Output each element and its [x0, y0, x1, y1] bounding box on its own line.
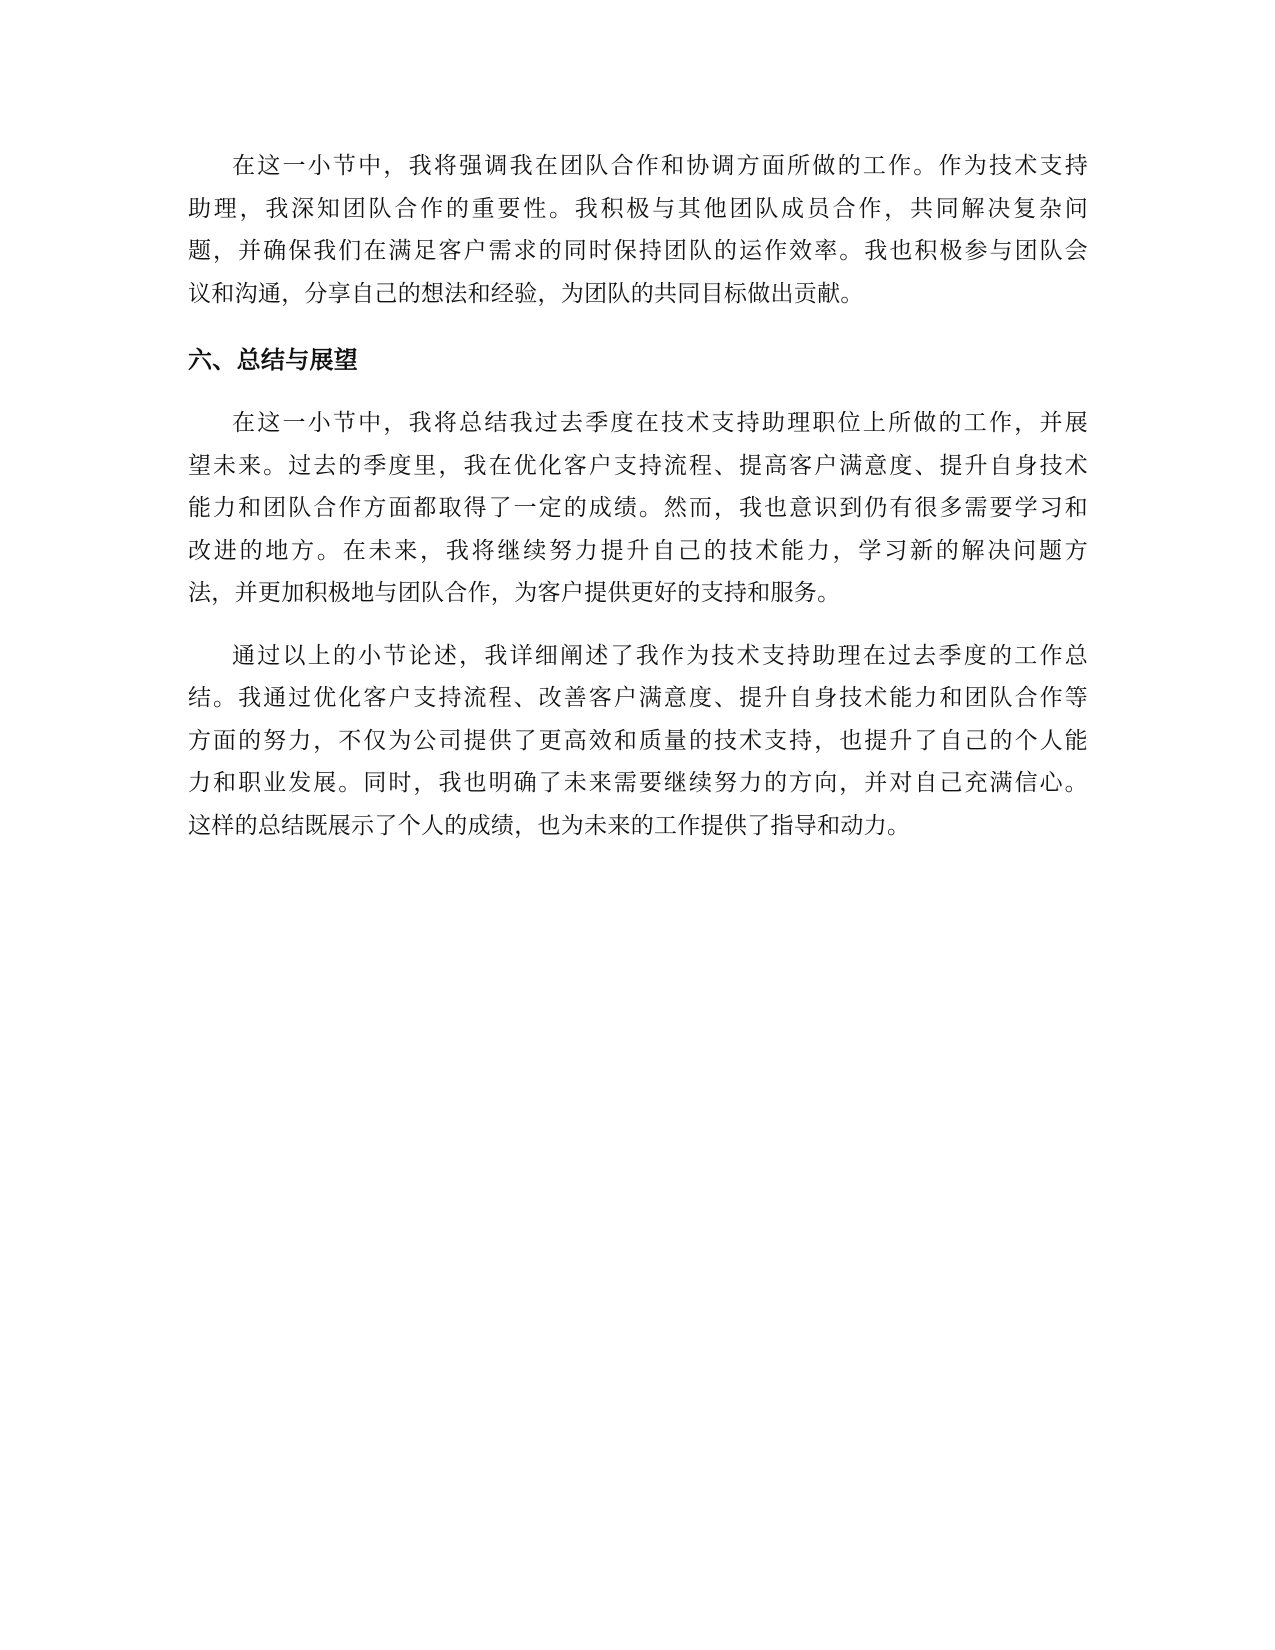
section-heading-summary-outlook: 六、总结与展望 [188, 346, 359, 374]
paragraph-teamwork [188, 145, 1088, 315]
paragraph-line: 改进的地方。在未来，我将继续努力提升自己的技术能力，学习新的解决问题方 [188, 537, 1088, 564]
paragraph-line: 在这一小节中，我将强调我在团队合作和协调方面所做的工作。作为技术支持 [232, 153, 1088, 179]
paragraph-line: 能力和团队合作方面都取得了一定的成绩。然而，我也意识到仍有很多需要学习和 [188, 495, 1088, 521]
document-page [188, 145, 1088, 847]
paragraph-line: 助理，我深知团队合作的重要性。我积极与其他团队成员合作，共同解决复杂问 [188, 195, 1088, 222]
paragraph-line: 望未来。过去的季度里，我在优化客户支持流程、提高客户满意度、提升自身技术 [188, 452, 1088, 479]
paragraph-line: 议和沟通，分享自己的想法和经验，为团队的共同目标做出贡献。 [188, 280, 864, 307]
paragraph-line: 这样的总结既展示了个人的成绩，也为未来的工作提供了指导和动力。 [188, 812, 911, 839]
paragraph-summary [188, 402, 1088, 615]
paragraph-conclusion [188, 635, 1088, 848]
paragraph-line: 力和职业发展。同时，我也明确了未来需要继续努力的方向，并对自己充满信心。 [188, 770, 1088, 796]
paragraph-line: 方面的努力，不仅为公司提供了更高效和质量的技术支持，也提升了自己的个人能 [188, 727, 1088, 754]
paragraph-line: 法，并更加积极地与团队合作，为客户提供更好的支持和服务。 [188, 580, 841, 606]
paragraph-line: 在这一小节中，我将总结我过去季度在技术支持助理职位上所做的工作，并展 [232, 410, 1088, 436]
paragraph-line: 结。我通过优化客户支持流程、改善客户满意度、提升自身技术能力和团队合作等 [188, 685, 1088, 711]
paragraph-line: 通过以上的小节论述，我详细阐述了我作为技术支持助理在过去季度的工作总 [232, 642, 1088, 669]
paragraph-line: 题，并确保我们在满足客户需求的同时保持团队的运作效率。我也积极参与团队会 [188, 238, 1088, 264]
